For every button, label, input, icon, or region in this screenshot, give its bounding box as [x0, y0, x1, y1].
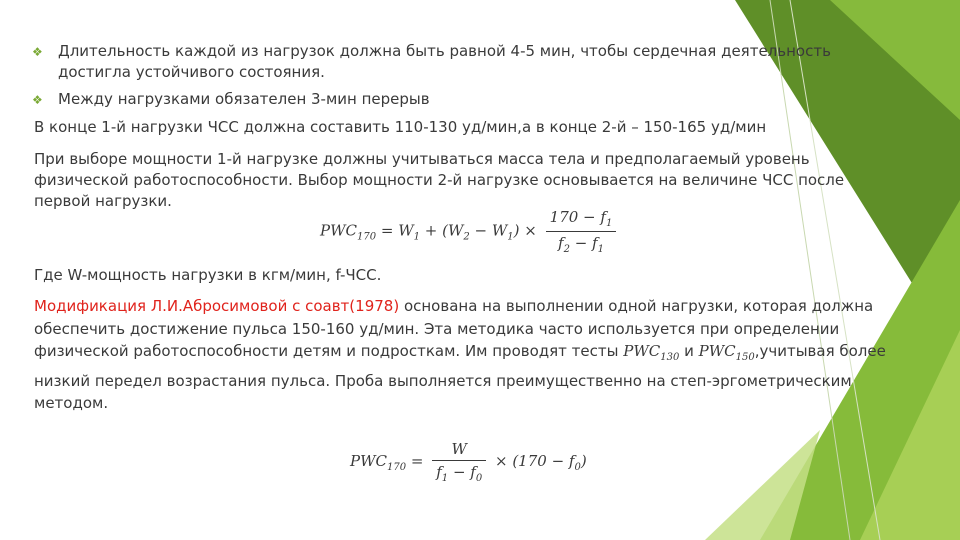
- paragraph-load-selection: При выборе мощности 1-й нагрузке должны учитываться масса тела и предполагаемый уровень физической работоспособности. Выбор мощности 2-й нагрузке основывается на величине ЧСС после первой нагрузки.: [34, 150, 845, 210]
- highlighted-citation: Модификация Л.И.Абросимовой с соавт(1978): [34, 297, 400, 315]
- pwc170-formula-single-load: $PWC_{170}$ = $\frac{W}{f_1 - f_0}$ × $(170 - f_0)$: [350, 440, 587, 484]
- bullet-item: [32, 41, 872, 83]
- diamond-bullet-icon: ❖: [32, 45, 43, 59]
- diamond-bullet-icon: ❖: [32, 93, 43, 107]
- paragraph-abrosimova-modification: Модификация Л.И.Абросимовой с соавт(1978) основана на выполнении одной нагрузки, которая должна обеспечить достижение пульса 150-160 уд/мин. Эта методика часто используется при определении физической работоспособности детям и подросткам. Им проводят тесты $PWC_{130}$ и $PWC_{150},учитывая$ более низкий передел возрастания пульса. Проба выполняется преимущественно на степ-эргометрическим методом.: [34, 297, 886, 412]
- paragraph-heart-rate: В конце 1-й нагрузки ЧСС должна составить 110-130 уд/мин,а в конце 2-й – 150-165 уд/мин: [34, 118, 767, 136]
- bullet-text: Длительность каждой из нагрузок должна быть равной 4-5 мин, чтобы сердечная деятельность достигла устойчивого состояния.: [58, 42, 831, 81]
- formula-fraction: $\frac{170 - f_1}{f_2 - f_1}$: [546, 208, 617, 255]
- bullet-text: Между нагрузками обязателен 3-мин перерыв: [58, 90, 430, 108]
- bullet-item: [32, 89, 872, 110]
- paragraph-definitions: Где W-мощность нагрузки в кгм/мин, f-ЧСС.: [34, 266, 382, 284]
- formula-fraction: $\frac{W}{f_1 - f_0}$: [432, 440, 486, 484]
- pwc170-formula-two-loads: $PWC_{170} = W_1 + (W_2 - W_1)$ × $\frac{170 - f_1}{f_2 - f_1}$: [320, 208, 620, 255]
